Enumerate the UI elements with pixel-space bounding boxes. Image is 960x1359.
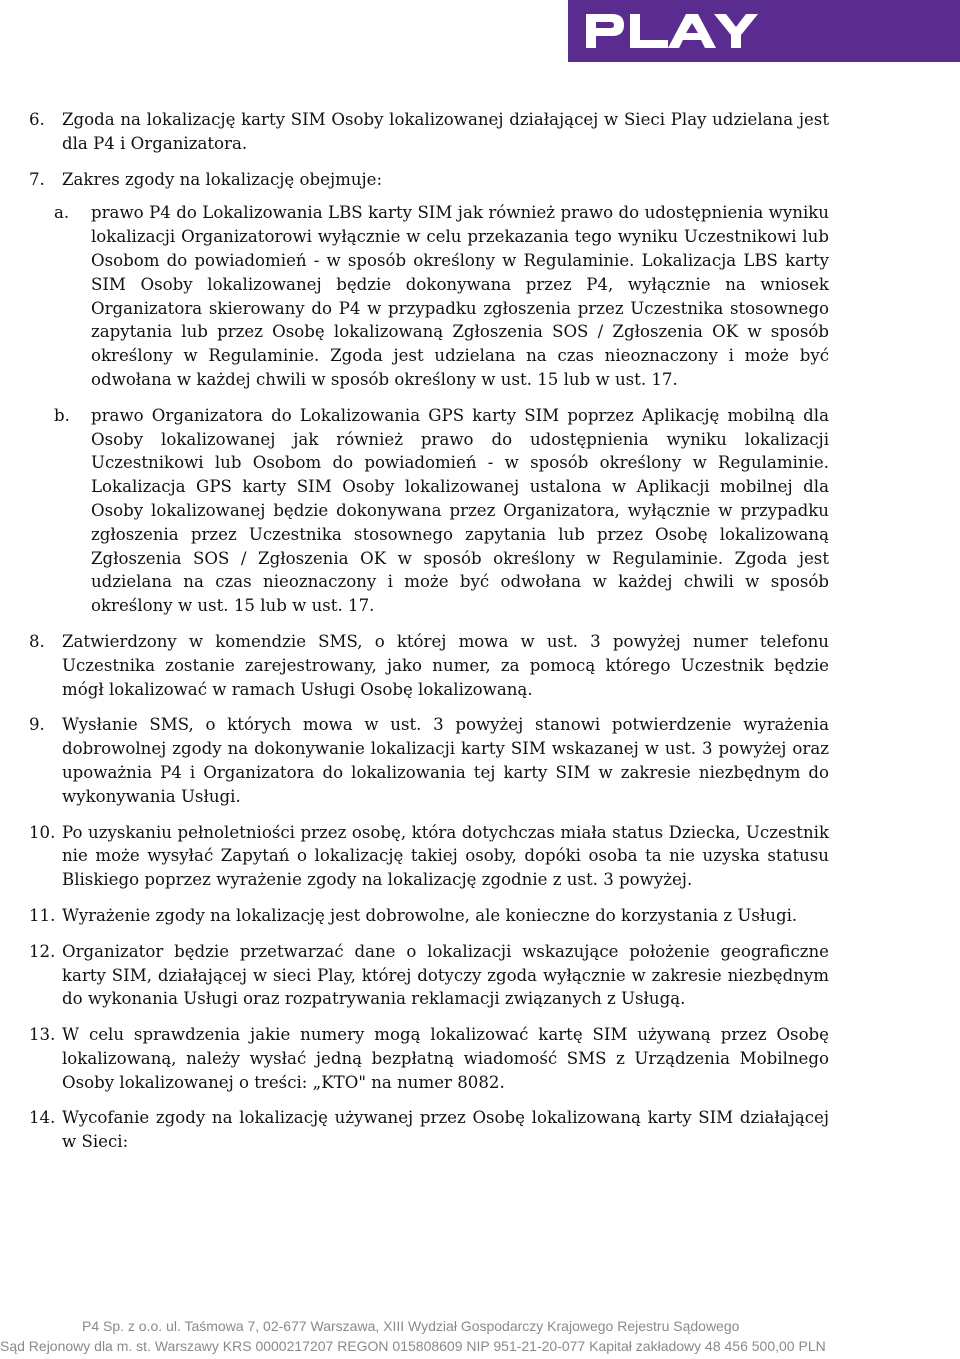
item-text: Wyrażenie zgody na lokalizację jest dobrowolne, ale konieczne do korzystania z Usługi. xyxy=(62,905,798,925)
list-item-13 xyxy=(29,1023,829,1094)
list-item-8 xyxy=(29,630,829,701)
item-text: Po uzyskaniu pełnoletniości przez osobę, która dotychczas miała status Dziecka, Uczestnik nie może wysyłać Zapytań o lokalizację takiej osoby, dopóki osoba ta nie uzyska statusu Bliskiego poprzez wyrażenie zgody na lokalizację zgodnie z ust. 3 powyżej. xyxy=(62,822,829,890)
footer-line-company: P4 Sp. z o.o. ul. Taśmowa 7, 02-677 Warszawa, XIII Wydział Gospodarczy Krajowego Rejestru Sądowego xyxy=(82,1318,740,1334)
sublist-item-b xyxy=(54,404,829,618)
item-text: Zatwierdzony w komendzie SMS, o której mowa w ust. 3 powyżej numer telefonu Uczestnika zostanie zarejestrowany, jako numer, za pomocą którego Uczestnik będzie mógł lokalizować w ramach Usługi Osobę lokalizowaną. xyxy=(62,631,829,699)
play-logo xyxy=(568,0,960,62)
item-number: 10. xyxy=(29,822,56,842)
list-item-9 xyxy=(29,713,829,808)
subitem-text: prawo P4 do Lokalizowania LBS karty SIM jak również prawo do udostępnienia wyniku lokalizacji Organizatorowi wyłącznie w celu przekazania tego wyniku Uczestnikowi lub Osobom do powiadomień - w sposób określony w Regulaminie. Lokalizacja LBS karty SIM Osoby lokalizowanej będzie dokonywana przez P4, wyłącznie na wniosek Organizatora skierowany do P4 w przypadku zgłoszenia przez Uczestnika stosownego zapytania lub przez Osobę lokalizowaną Zgłoszenia SOS / Zgłoszenia OK w sposób określony w Regulaminie. Zgoda jest udzielana na czas nieoznaczony i może być odwołana w każdej chwili w sposób określony w ust. 15 lub w ust. 17. xyxy=(91,203,829,389)
item-text: Zgoda na lokalizację karty SIM Osoby lokalizowanej działającej w Sieci Play udzielana jest dla P4 i Organizatora. xyxy=(62,110,829,153)
footer-line-registry: Sąd Rejonowy dla m. st. Warszawy KRS 0000217207 REGON 015808609 NIP 951-21-20-077 Kapitał zakładowy 48 456 500,00 PLN xyxy=(0,1338,826,1354)
item-text: Wycofanie zgody na lokalizację używanej przez Osobę lokalizowaną karty SIM działającej w Sieci: xyxy=(62,1108,829,1152)
sublist-item-a xyxy=(54,201,829,391)
subitem-letter: a. xyxy=(54,203,70,223)
item-text: Organizator będzie przetwarzać dane o lokalizacji wskazujące położenie geograficzne karty SIM, działającej w sieci Play, której dotyczy zgoda wyłącznie w zakresie niezbędnym do wykonania Usługi oraz rozpatrywania reklamacji związanych z Usługą. xyxy=(62,941,829,1009)
item-number: 11. xyxy=(29,905,56,925)
list-item-6 xyxy=(29,108,829,156)
play-logo-icon xyxy=(586,14,761,48)
list-item-10 xyxy=(29,821,829,892)
list-item-7 xyxy=(29,168,829,192)
subitem-letter: b. xyxy=(54,405,70,425)
subitem-text: prawo Organizatora do Lokalizowania GPS karty SIM poprzez Aplikację mobilną dla Osoby lokalizowanej jak również prawo do udostępnienia wyniku lokalizacji Uczestnikowi lub Osobom do powiadomień - w sposób określony w Regulaminie. Lokalizacja GPS karty SIM Osoby lokalizowanej ustalona w Aplikacji mobilnej dla Osoby lokalizowanej będzie dokonywana przez Organizatora, wyłącznie w przypadku zgłoszenia przez Uczestnika stosownego zapytania lub przez Osobę lokalizowaną Zgłoszenia SOS / Zgłoszenia OK w sposób określony w Regulaminie. Zgoda jest udzielana na czas nieoznaczony i może być odwołana w każdej chwili w sposób określony w ust. 15 lub w ust. 17. xyxy=(91,405,829,616)
item-number: 13. xyxy=(29,1025,56,1045)
list-item-12 xyxy=(29,940,829,1011)
item-number: 7. xyxy=(29,169,45,189)
item-text: Wysłanie SMS, o których mowa w ust. 3 powyżej stanowi potwierdzenie wyrażenia dobrowolnej zgody na dokonywanie lokalizacji karty SIM wskazanej w ust. 3 powyżej oraz upoważnia P4 i Organizatora do lokalizowania tej karty SIM w zakresie niezbędnym do wykonywania Usługi. xyxy=(62,715,829,806)
item-number: 6. xyxy=(29,110,45,129)
item-number: 12. xyxy=(29,941,56,961)
list-item-11 xyxy=(29,904,829,928)
sublist-7 xyxy=(29,201,829,618)
item-number: 8. xyxy=(29,631,45,651)
document-body xyxy=(29,108,829,1166)
item-text: Zakres zgody na lokalizację obejmuje: xyxy=(62,169,383,189)
list-item-14 xyxy=(29,1106,829,1154)
item-text: W celu sprawdzenia jakie numery mogą lokalizować kartę SIM używaną przez Osobę lokalizowaną, należy wysłać jedną bezpłatną wiadomość SMS z Urządzenia Mobilnego Osoby lokalizowanej o treści: „KTO" na numer 8082. xyxy=(62,1025,829,1092)
item-number: 14. xyxy=(29,1108,56,1128)
item-number: 9. xyxy=(29,715,45,735)
page-footer xyxy=(0,1316,960,1356)
